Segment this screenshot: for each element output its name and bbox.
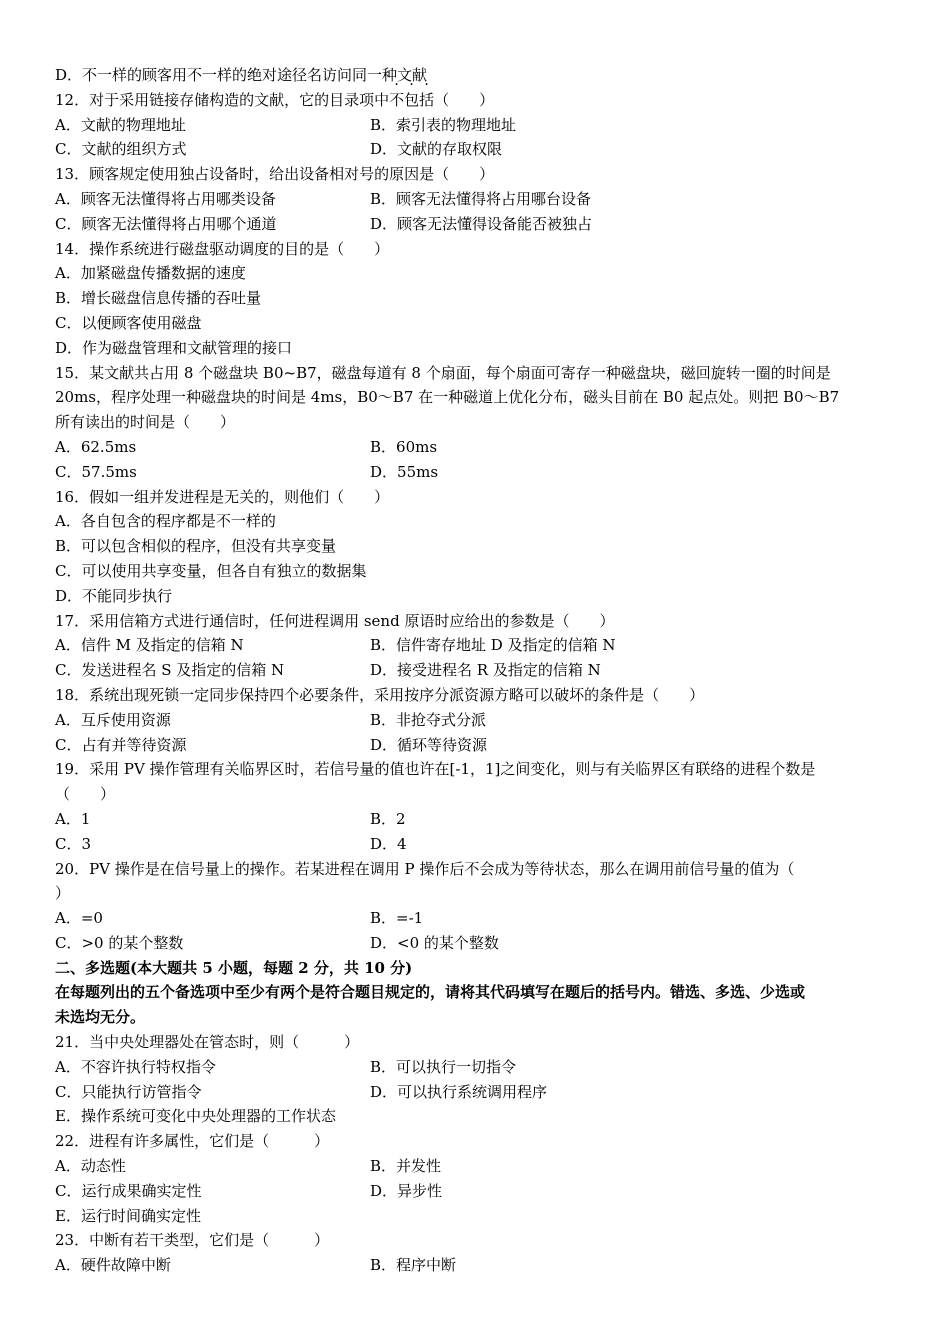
q20-option-d: D．<0 的某个整数 bbox=[370, 933, 499, 952]
q22-option-a: A．动态性 bbox=[55, 1157, 126, 1176]
q13-option-c: C．顾客无法懂得将占用哪个通道 bbox=[55, 214, 277, 233]
q17-stem: 17．采用信箱方式进行通信时，任何进程调用 send 原语时应给出的参数是（ ） bbox=[55, 611, 615, 630]
q15-option-b: B．60ms bbox=[370, 437, 438, 456]
q12-emphasis-char: 包 bbox=[404, 90, 420, 109]
q18-stem: 18．系统出现死锁一定同步保持四个必要条件，采用按序分派资源方略可以破坏的条件是（ ） bbox=[55, 685, 705, 704]
q22-options-row bbox=[55, 1154, 900, 1179]
q22-option-d: D．异步性 bbox=[370, 1181, 443, 1200]
q15-options-row bbox=[55, 460, 900, 485]
q13-option-b: B．顾客无法懂得将占用哪台设备 bbox=[370, 189, 592, 208]
q15-option-c: C．57.5ms bbox=[55, 462, 137, 481]
q19-options-row bbox=[55, 832, 900, 857]
q16-option-a: A．各自包含的程序都是不一样的 bbox=[55, 512, 276, 531]
q12-option-c: C．文献的组织方式 bbox=[55, 140, 187, 159]
q21-option-a: A．不容许执行特权指令 bbox=[55, 1057, 216, 1076]
q21-stem: 21．当中央处理器处在管态时，则（ ） bbox=[55, 1033, 360, 1052]
q13-options-row bbox=[55, 212, 900, 237]
q14-option-d: D．作为磁盘管理和文献管理的接口 bbox=[55, 338, 293, 357]
q17-option-b: B．信件寄存地址 D 及指定的信箱 N bbox=[370, 636, 616, 655]
section2-title: 二、多选题(本大题共 5 小题，每题 2 分，共 10 分) bbox=[55, 958, 413, 977]
q20-option-c: C．>0 的某个整数 bbox=[55, 933, 184, 952]
q23-option-a: A．硬件故障中断 bbox=[55, 1256, 171, 1275]
q17-options-row bbox=[55, 633, 900, 658]
q23-options-row bbox=[55, 1253, 900, 1278]
q13-option-a: A．顾客无法懂得将占用哪类设备 bbox=[55, 189, 276, 208]
q21-options-row bbox=[55, 1055, 900, 1080]
q20-stem-line2: ） bbox=[55, 884, 71, 903]
q12-emphasis-char: 括 bbox=[419, 90, 435, 109]
q12-answer-blank: （ ） bbox=[434, 90, 495, 109]
q17-option-a: A．信件 M 及指定的信箱 N bbox=[55, 636, 244, 655]
q16-option-b: B．可以包含相似的程序，但没有共享变量 bbox=[55, 537, 337, 556]
q22-option-b: B．并发性 bbox=[370, 1157, 442, 1176]
q23-stem: 23．中断有若干类型，它们是（ ） bbox=[55, 1231, 330, 1250]
q17-option-d: D．接受进程名 R 及指定的信箱 N bbox=[370, 661, 601, 680]
q23-option-b: B．程序中断 bbox=[370, 1256, 457, 1275]
q22-option-c: C．运行成果确实定性 bbox=[55, 1181, 202, 1200]
q12-option-a: A．文献的物理地址 bbox=[55, 115, 186, 134]
q20-stem-line1: 20．PV 操作是在信号量上的操作。若某进程在调用 P 操作后不会成为等待状态，那么在调用前信号量的值为（ bbox=[55, 859, 795, 878]
q16-option-c: C．可以使用共享变量，但各自有独立的数据集 bbox=[55, 561, 367, 580]
q12-stem bbox=[55, 88, 900, 113]
q15-option-d: D．55ms bbox=[370, 462, 439, 481]
q21-option-c: C．只能执行访管指令 bbox=[55, 1082, 202, 1101]
q18-option-d: D．循环等待资源 bbox=[370, 735, 488, 754]
q15-option-a: A．62.5ms bbox=[55, 437, 137, 456]
q19-option-c: C．3 bbox=[55, 834, 92, 853]
q21-option-e: E．操作系统可变化中央处理器的工作状态 bbox=[55, 1107, 336, 1126]
q14-stem: 14．操作系统进行磁盘驱动调度的目的是（ ） bbox=[55, 239, 390, 258]
q19-option-d: D．4 bbox=[370, 834, 407, 853]
q13-stem: 13．顾客规定使用独占设备时，给出设备相对号的原因是（ ） bbox=[55, 165, 495, 184]
q16-option-d: D．不能同步执行 bbox=[55, 586, 173, 605]
q19-option-a: A．1 bbox=[55, 809, 91, 828]
q19-stem-line1: 19．采用 PV 操作管理有关临界区时，若信号量的值也许在[-1，1]之间变化，则与有关临界区有联络的进程个数是 bbox=[55, 760, 816, 779]
q12-stem-text: 12．对于采用链接存储构造的文献，它的目录项中 bbox=[55, 90, 390, 109]
q12-options-row bbox=[55, 137, 900, 162]
q11-option-d: D．不一样的顾客用不一样的绝对途径名访问同一种文献 bbox=[55, 66, 428, 84]
q19-stem-line2: （ ） bbox=[55, 785, 116, 804]
q18-options-row bbox=[55, 733, 900, 758]
section2-instructions-line1: 在每题列出的五个备选项中至少有两个是符合题目规定的，请将其代码填写在题后的括号内。错选、多选、少选或 bbox=[55, 983, 806, 1002]
q12-option-b: B．索引表的物理地址 bbox=[370, 115, 517, 134]
q14-option-b: B．增长磁盘信息传播的吞吐量 bbox=[55, 289, 262, 308]
q15-options-row bbox=[55, 435, 900, 460]
q18-options-row bbox=[55, 708, 900, 733]
q21-option-b: B．可以执行一切指令 bbox=[370, 1057, 517, 1076]
q19-option-b: B．2 bbox=[370, 809, 406, 828]
q17-option-c: C．发送进程名 S 及指定的信箱 N bbox=[55, 661, 285, 680]
q17-options-row bbox=[55, 658, 900, 683]
q15-stem-line2: 20ms，程序处理一种磁盘块的时间是 4ms，B0～B7 在一种磁道上优化分布，磁头目前在 B0 起点处。则把 B0～B7 bbox=[55, 388, 840, 407]
q20-option-b: B．=-1 bbox=[370, 909, 424, 928]
q22-stem: 22．进程有许多属性，它们是（ ） bbox=[55, 1132, 330, 1151]
q18-option-c: C．占有并等待资源 bbox=[55, 735, 187, 754]
q14-option-c: C．以便顾客使用磁盘 bbox=[55, 313, 202, 332]
q12-option-d: D．文献的存取权限 bbox=[370, 140, 503, 159]
q13-option-d: D．顾客无法懂得设备能否被独占 bbox=[370, 214, 593, 233]
q20-options-row bbox=[55, 906, 900, 931]
q13-options-row bbox=[55, 187, 900, 212]
q21-options-row bbox=[55, 1080, 900, 1105]
exam-page bbox=[55, 63, 900, 1278]
q18-option-a: A．互斥使用资源 bbox=[55, 710, 171, 729]
q15-stem-line3: 所有读出的时间是（ ） bbox=[55, 413, 236, 432]
section2-instructions-line2: 未选均无分。 bbox=[55, 1008, 146, 1027]
q20-option-a: A．=0 bbox=[55, 909, 103, 928]
q22-options-row bbox=[55, 1179, 900, 1204]
q12-options-row bbox=[55, 113, 900, 138]
q12-emphasis-char: 不 bbox=[389, 90, 405, 109]
q19-options-row bbox=[55, 807, 900, 832]
q15-stem-line1: 15．某文献共占用 8 个磁盘块 B0~B7，磁盘每道有 8 个扇面，每个扇面可寄存一种磁盘块，磁回旋转一圈的时间是 bbox=[55, 363, 831, 382]
q22-option-e: E．运行时间确实定性 bbox=[55, 1206, 201, 1225]
q14-option-a: A．加紧磁盘传播数据的速度 bbox=[55, 264, 246, 283]
q21-option-d: D．可以执行系统调用程序 bbox=[370, 1082, 548, 1101]
q18-option-b: B．非抢夺式分派 bbox=[370, 710, 487, 729]
q16-stem: 16．假如一组并发进程是无关的，则他们（ ） bbox=[55, 487, 390, 506]
q20-options-row bbox=[55, 931, 900, 956]
